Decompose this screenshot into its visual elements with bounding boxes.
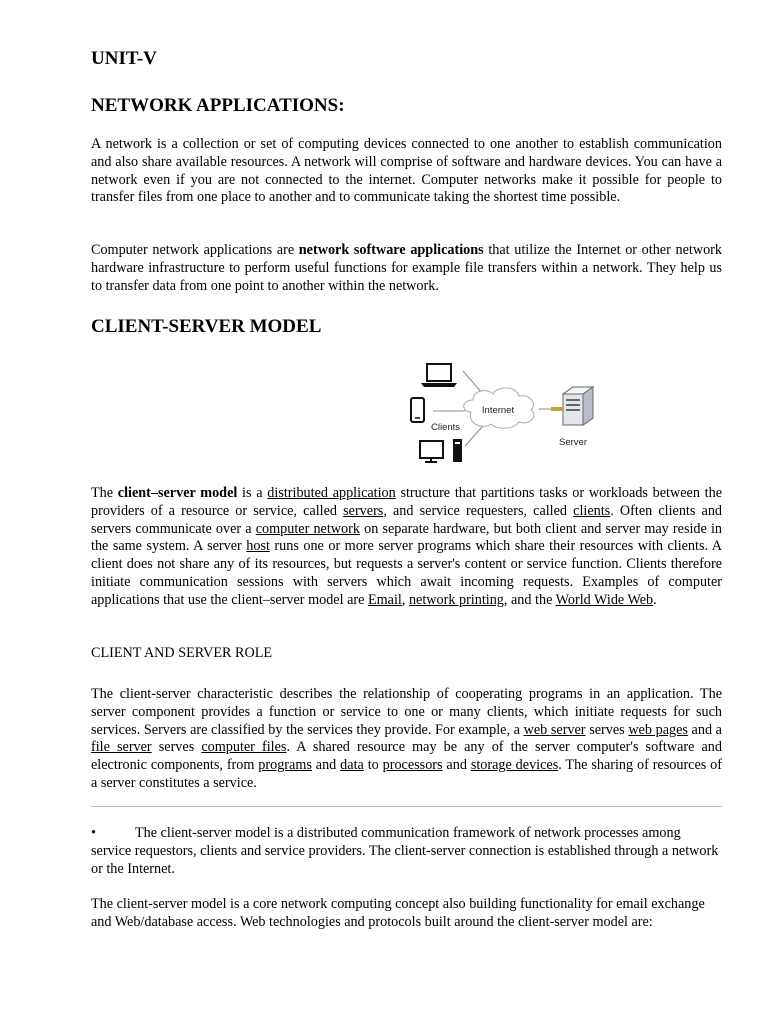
link-servers[interactable]: servers: [343, 502, 384, 519]
text: . A shared resource may be any of the server computer's software and electronic components, from: [91, 739, 722, 774]
text: The client-server model is a distributed communication framework of network processes among service requestors, clients and service providers. The client-server connection is established through a network or the Internet.: [91, 825, 719, 877]
text: structure that partitions tasks or workloads between the providers of a resource or service, called: [91, 485, 722, 519]
link-world-wide-web[interactable]: World Wide Web: [555, 591, 654, 608]
link-data[interactable]: data: [340, 757, 364, 774]
text: , and service requesters, called: [383, 502, 574, 519]
bold-term: client–server model: [117, 485, 238, 501]
text: that utilize the Internet or other network hardware infrastructure to perform useful functions for example file transfers within a network. They help us to transfer data from one point to another within the network.: [91, 242, 722, 294]
desktop-icon: [420, 439, 462, 462]
bullet-paragraph: [91, 825, 722, 878]
text: . The sharing of resources of a server constitutes a service.: [91, 757, 722, 791]
text: serves: [151, 739, 202, 756]
link-computer-files[interactable]: computer files: [201, 739, 287, 756]
server-icon: [551, 387, 593, 425]
server-label: Server: [559, 437, 587, 448]
link-processors[interactable]: processors: [382, 757, 443, 774]
link-file-server[interactable]: file server: [91, 739, 152, 756]
laptop-icon: [421, 364, 457, 387]
link-network-printing[interactable]: network printing: [408, 591, 504, 608]
link-clients[interactable]: clients: [573, 502, 611, 519]
text: ,: [401, 591, 409, 608]
text: . Often clients and servers communicate over a: [91, 502, 723, 537]
link-email[interactable]: Email: [367, 591, 402, 608]
client-server-heading: CLIENT-SERVER MODEL: [91, 316, 322, 337]
text: .: [653, 591, 657, 608]
text: to: [363, 757, 383, 774]
text: is a: [237, 485, 268, 501]
clients-label: Clients: [431, 422, 461, 433]
bullet-symbol: •: [91, 825, 96, 841]
text: The: [91, 485, 118, 501]
link-computer-network[interactable]: computer network: [255, 520, 360, 537]
horizontal-divider: [91, 806, 722, 807]
internet-label: Internet: [481, 405, 515, 416]
unit-title: UNIT-V: [91, 48, 157, 69]
client-server-model-paragraph: [91, 485, 722, 610]
phone-icon: [411, 398, 424, 422]
bold-term: network software applications: [298, 242, 484, 258]
text: runs one or more server programs which share their resources with clients. A client does not share any of its resources, but requests a server's content or service function. Clients therefore initiate communication sessions with servers which await incoming requests. Examples of computer applications that use the client–server model are: [91, 538, 722, 608]
client-server-diagram: [401, 354, 601, 466]
text: and a: [687, 721, 722, 738]
text: serves: [585, 721, 629, 738]
client-server-role-paragraph: [91, 686, 722, 793]
text: on separate hardware, but both client and server may reside in the same system. A server: [91, 520, 722, 555]
text: and: [442, 757, 471, 774]
link-distributed-application[interactable]: distributed application: [267, 485, 396, 501]
text: Computer network applications are: [91, 242, 299, 258]
text: and: [311, 757, 341, 774]
network-intro-paragraph: A network is a collection or set of computing devices connected to one another to establish communication and also share available resources. A network will comprise of software and hardware devices. You can have a network even if you are not connected to the internet. Computer networks make it possible for people to transfer files from one place to another and to communicate taking the shortest time possible.: [91, 136, 722, 206]
text: The client-server characteristic describes the relationship of cooperating programs in an application. The server component provides a function or service to one or many clients, which initiate requests for such services. Servers are classified by the services they provide. For example, a: [91, 686, 722, 738]
core-concept-paragraph: The client-server model is a core network computing concept also building functionality for email exchange and Web/database access. Web technologies and protocols built around the client-server model are:: [91, 896, 705, 930]
text: , and the: [503, 591, 556, 608]
link-storage-devices[interactable]: storage devices: [470, 757, 559, 774]
network-applications-heading: NETWORK APPLICATIONS:: [91, 95, 345, 116]
link-web-server[interactable]: web server: [523, 721, 586, 738]
link-programs[interactable]: programs: [258, 757, 312, 774]
client-server-role-heading: CLIENT AND SERVER ROLE: [91, 645, 273, 661]
link-web-pages[interactable]: web pages: [628, 721, 688, 738]
link-host[interactable]: host: [246, 538, 270, 555]
network-applications-paragraph: [91, 242, 722, 295]
